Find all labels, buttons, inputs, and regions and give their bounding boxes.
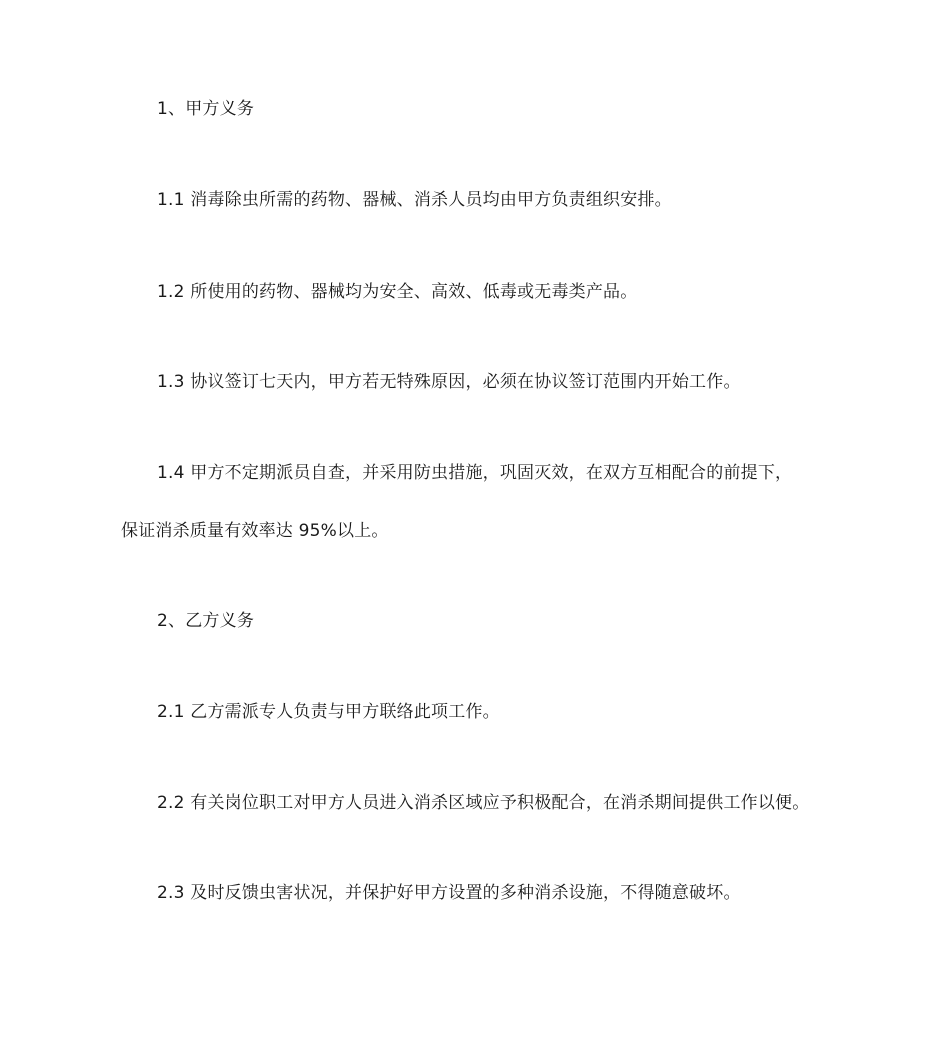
clause-1-4-line-2: 保证消杀质量有效率达 95%以上。 (121, 521, 389, 541)
clause-2-2: 2.2 有关岗位职工对甲方人员进入消杀区域应予积极配合，在消杀期间提供工作以便。 (157, 793, 810, 813)
clause-1-2: 1.2 所使用的药物、器械均为安全、高效、低毒或无毒类产品。 (157, 282, 638, 302)
clause-1-3: 1.3 协议签订七天内，甲方若无特殊原因，必须在协议签订范围内开始工作。 (157, 372, 741, 392)
clause-1-1: 1.1 消毒除虫所需的药物、器械、消杀人员均由甲方负责组织安排。 (157, 190, 672, 210)
clause-1-4-line-1: 1.4 甲方不定期派员自查，并采用防虫措施，巩固灭效，在双方互相配合的前提下， (157, 463, 793, 483)
clause-2-3: 2.3 及时反馈虫害状况，并保护好甲方设置的多种消杀设施，不得随意破坏。 (157, 883, 741, 903)
clause-2-1: 2.1 乙方需派专人负责与甲方联络此项工作。 (157, 702, 500, 722)
section-2-heading: 2、乙方义务 (157, 611, 255, 631)
section-1-heading: 1、甲方义务 (157, 99, 255, 119)
